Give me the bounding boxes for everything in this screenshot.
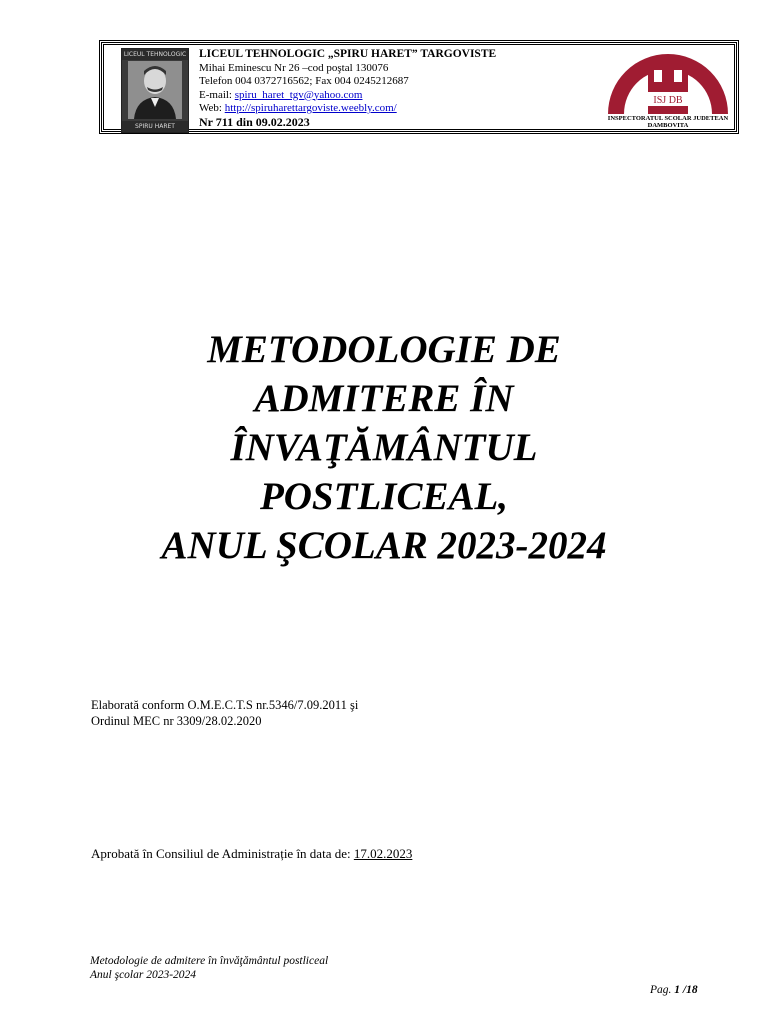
approval-date: 17.02.2023 bbox=[353, 846, 413, 861]
school-address: Mihai Eminescu Nr 26 –cod poştal 130076 bbox=[199, 61, 389, 74]
school-founder-portrait bbox=[121, 48, 189, 133]
title-line-2: ADMITERE ÎN bbox=[254, 377, 514, 420]
elaborata-line-2: Ordinul MEC nr 3309/28.02.2020 bbox=[91, 714, 262, 728]
school-name: LICEUL TEHNOLOGIC „SPIRU HARET” TARGOVISTE bbox=[199, 48, 497, 60]
approval-text: Aprobată în Consiliul de Administrație în data de: bbox=[91, 846, 354, 861]
isj-logo-text: ISJ DB bbox=[653, 95, 683, 106]
approval-note bbox=[91, 846, 412, 862]
email-label: E-mail: bbox=[199, 88, 235, 101]
isj-caption-line1: INSPECTORATUL SCOLAR JUDETEAN bbox=[607, 115, 729, 122]
isj-caption bbox=[601, 115, 735, 129]
page-number bbox=[650, 984, 698, 996]
document-header bbox=[99, 40, 739, 134]
page-footer bbox=[90, 954, 328, 982]
web-label: Web: bbox=[199, 102, 225, 114]
page-value: 1 /18 bbox=[674, 984, 698, 996]
isj-caption-line2: DAMBOVITA bbox=[647, 122, 689, 129]
elaborata-note bbox=[91, 697, 358, 729]
school-email-row bbox=[199, 89, 496, 103]
title-line-4: POSTLICEAL, bbox=[259, 475, 509, 518]
school-web-row bbox=[199, 102, 496, 116]
portrait-bottom-label: SPIRU HARET bbox=[122, 121, 188, 132]
email-link[interactable]: spiru_haret_tgv@yahoo.com bbox=[234, 88, 363, 101]
footer-line-1: Metodologie de admitere în învăţământul postliceal bbox=[90, 955, 329, 967]
portrait-top-label: LICEUL TEHNOLOGIC bbox=[123, 51, 187, 58]
school-phone: Telefon 004 0372716562; Fax 004 0245212687 bbox=[199, 75, 409, 87]
footer-line-2: Anul şcolar 2023-2024 bbox=[90, 969, 197, 981]
portrait-photo-icon bbox=[128, 61, 182, 119]
title-line-3: ÎNVAŢĂMÂNTUL bbox=[230, 426, 538, 469]
header-inner-border bbox=[103, 44, 735, 130]
elaborata-line-1: Elaborată conform O.M.E.C.T.S nr.5346/7.09.2011 şi bbox=[91, 698, 359, 712]
document-number: Nr 711 din 09.02.2023 bbox=[199, 114, 310, 129]
title-line-1: METODOLOGIE DE bbox=[207, 328, 561, 371]
document-title bbox=[84, 325, 684, 570]
school-contact-block bbox=[199, 48, 496, 129]
page-label: Pag. bbox=[650, 984, 675, 996]
title-line-5: ANUL ŞCOLAR 2023-2024 bbox=[161, 524, 607, 567]
web-link[interactable]: http://spiruharettargoviste.weebly.com/ bbox=[224, 102, 397, 114]
